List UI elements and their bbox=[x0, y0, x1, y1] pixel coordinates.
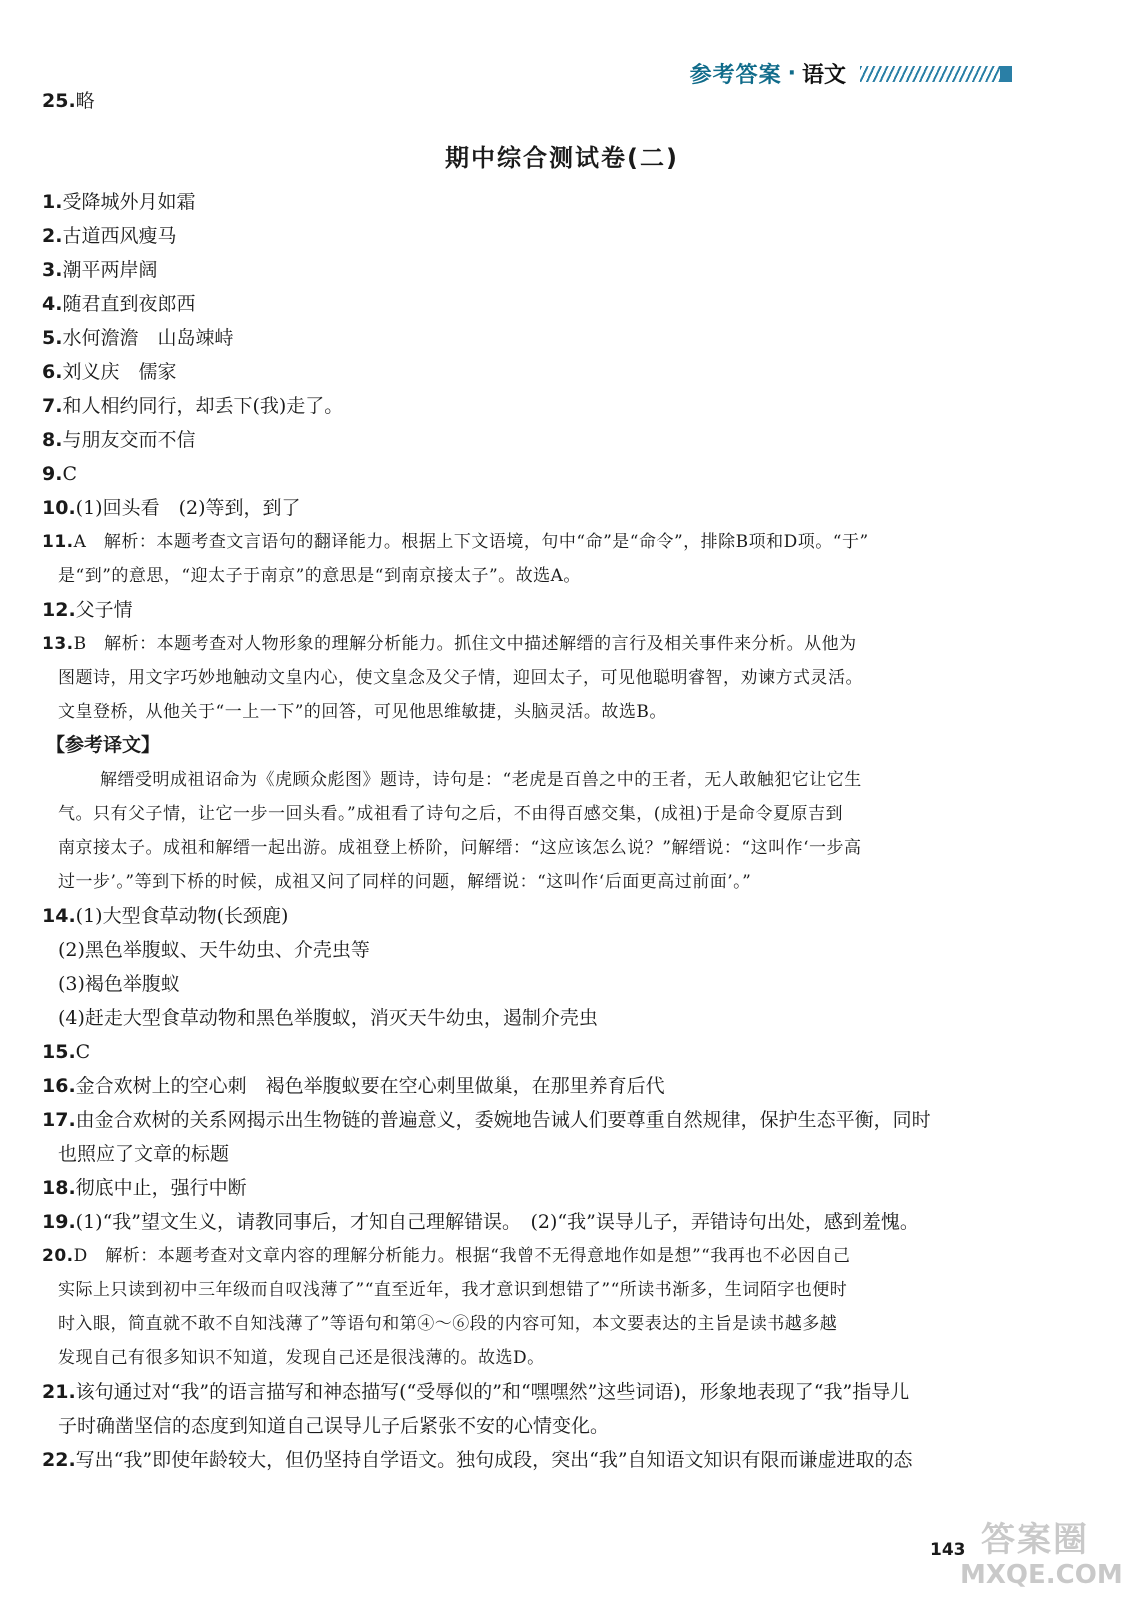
item-number: 14. bbox=[42, 905, 76, 927]
answer-item bbox=[42, 185, 1042, 219]
answer-item bbox=[42, 219, 1042, 253]
item-text: 潮平两岸阔 bbox=[62, 259, 158, 281]
item-text: (1)大型食草动物(长颈鹿) bbox=[75, 905, 289, 927]
translation-line bbox=[100, 763, 1100, 797]
answer-item bbox=[42, 627, 1042, 661]
answer-item bbox=[42, 1069, 1042, 1103]
item-text: 写出“我”即使年龄较大，但仍坚持自学语文。独句成段，突出“我”自知语文知识有限而谦虚进取的态 bbox=[75, 1449, 913, 1471]
item-text: 气。只有父子情，让它一步一回头看。”成祖看了诗句之后，不由得百感交集，(成祖)于是命令夏原吉到 bbox=[58, 804, 843, 824]
item-number: 4. bbox=[42, 293, 63, 315]
watermark-logo bbox=[960, 1520, 1123, 1595]
header-subject: 语文 bbox=[801, 63, 846, 88]
watermark-text: 答案圈 bbox=[981, 1520, 1089, 1560]
item-number: 20. bbox=[42, 1246, 74, 1266]
item-text: 刘义庆 儒家 bbox=[62, 361, 177, 383]
item-number: 2. bbox=[42, 225, 63, 247]
item-number: 13. bbox=[42, 634, 74, 654]
answer-continuation bbox=[58, 695, 1058, 729]
answer-subitem bbox=[58, 967, 1058, 1001]
item-text: 是“到”的意思，“迎太子于南京”的意思是“到南京接太子”。故选A。 bbox=[58, 566, 581, 586]
item-number: 25. bbox=[42, 90, 76, 112]
item-number: 16. bbox=[42, 1075, 76, 1097]
item-text: (1)回头看 (2)等到，到了 bbox=[75, 497, 301, 519]
header-label: 参考答案 bbox=[689, 63, 782, 88]
item-text: 也照应了文章的标题 bbox=[58, 1143, 230, 1165]
item-number: 18. bbox=[42, 1177, 76, 1199]
header-decoration-bar bbox=[860, 66, 1012, 82]
item-number: 21. bbox=[42, 1381, 76, 1403]
answer-item bbox=[42, 253, 1042, 287]
item-number: 5. bbox=[42, 327, 63, 349]
answer-item bbox=[42, 355, 1042, 389]
answer-item bbox=[42, 491, 1042, 525]
answer-continuation bbox=[58, 1307, 1058, 1341]
answer-continuation bbox=[58, 1273, 1058, 1307]
answer-item bbox=[42, 1103, 1042, 1137]
item-number: 6. bbox=[42, 361, 63, 383]
translation-line bbox=[58, 831, 1058, 865]
answer-item bbox=[42, 1035, 1042, 1069]
item-number: 19. bbox=[42, 1211, 76, 1233]
answer-item bbox=[42, 389, 1042, 423]
answer-item bbox=[42, 593, 1042, 627]
item-text: (4)赶走大型食草动物和黑色举腹蚁，消灭天牛幼虫，遏制介壳虫 bbox=[58, 1007, 598, 1029]
item-number: 7. bbox=[42, 395, 63, 417]
item-number: 1. bbox=[42, 191, 63, 213]
item-text: 水何澹澹 山岛竦峙 bbox=[62, 327, 234, 349]
answer-continuation bbox=[58, 1137, 1058, 1171]
answer-item bbox=[42, 525, 1042, 559]
page-title: 期中综合测试卷(二) bbox=[445, 144, 679, 172]
item-text: 由金合欢树的关系网揭示出生物链的普遍意义，委婉地告诫人们要尊重自然规律，保护生态平衡，同时 bbox=[75, 1109, 931, 1131]
answer-item bbox=[42, 1239, 1042, 1273]
item-text: 受降城外月如霜 bbox=[62, 191, 196, 213]
item-text: A 解析：本题考查文言语句的翻译能力。根据上下文语境，句中“命”是“命令”，排除B项和D项。“于” bbox=[73, 532, 869, 552]
answer-item bbox=[42, 1375, 1042, 1409]
item-number: 10. bbox=[42, 497, 76, 519]
reference-translation-heading: 【参考译文】 bbox=[46, 734, 161, 756]
item-text: 该句通过对“我”的语言描写和神态描写(“受辱似的”和“嘿嘿然”这些词语)，形象地表现了“我”指导儿 bbox=[75, 1381, 910, 1403]
item-number: 11. bbox=[42, 532, 74, 552]
answer-continuation bbox=[58, 1341, 1058, 1375]
item-text: 和人相约同行，却丢下(我)走了。 bbox=[62, 395, 344, 417]
item-text: 实际上只读到初中三年级而自叹浅薄了”“直至近年，我才意识到想错了”“所读书渐多，生词陌字也便时 bbox=[58, 1280, 848, 1300]
item-number: 12. bbox=[42, 599, 76, 621]
page-number: 143 bbox=[930, 1540, 966, 1560]
item-number: 22. bbox=[42, 1449, 76, 1471]
answer-item bbox=[42, 1443, 1042, 1477]
answer-item bbox=[42, 899, 1042, 933]
item-number: 3. bbox=[42, 259, 63, 281]
answer-item bbox=[42, 457, 1042, 491]
item-text: C bbox=[75, 1041, 91, 1063]
answer-item bbox=[42, 423, 1042, 457]
item-text: 子时确凿坚信的态度到知道自己误导儿子后紧张不安的心情变化。 bbox=[58, 1415, 610, 1437]
answer-continuation bbox=[58, 661, 1058, 695]
translation-line bbox=[58, 865, 1058, 899]
answer-item bbox=[42, 287, 1042, 321]
item-text: D 解析：本题考查对文章内容的理解分析能力。根据“我曾不无得意地作如是想”“我再也不必因自己 bbox=[73, 1246, 851, 1266]
answer-item bbox=[42, 1205, 1042, 1239]
answer-continuation bbox=[58, 559, 1058, 593]
answer-item bbox=[42, 321, 1042, 355]
item-number: 17. bbox=[42, 1109, 76, 1131]
answer-subitem bbox=[58, 933, 1058, 967]
item-text: 发现自己有很多知识不知道，发现自己还是很浅薄的。故选D。 bbox=[58, 1348, 545, 1368]
item-text: 父子情 bbox=[75, 599, 133, 621]
answer-item bbox=[42, 1171, 1042, 1205]
item-text: 古道西风瘦马 bbox=[62, 225, 177, 247]
translation-line bbox=[58, 797, 1058, 831]
item-text: (2)黑色举腹蚁、天牛幼虫、介壳虫等 bbox=[58, 939, 370, 961]
item-text: 金合欢树上的空心刺 褐色举腹蚁要在空心刺里做巢，在那里养育后代 bbox=[75, 1075, 665, 1097]
item-text: (1)“我”望文生义，请教同事后，才知自己理解错误。 (2)“我”误导儿子，弄错诗句出处，感到羞愧。 bbox=[75, 1211, 919, 1233]
item-number: 9. bbox=[42, 463, 63, 485]
item-text: 文皇登桥，从他关于“一上一下”的回答，可见他思维敏捷，头脑灵活。故选B。 bbox=[58, 702, 667, 722]
item-text: 图题诗，用文字巧妙地触动文皇内心，使文皇念及父子情，迎回太子，可见他聪明睿智，劝谏方式灵活。 bbox=[58, 668, 863, 688]
item-text: C bbox=[62, 463, 77, 485]
watermark-url: MXQE.COM bbox=[960, 1560, 1123, 1590]
item-number: 15. bbox=[42, 1041, 76, 1063]
item-text: (3)褐色举腹蚁 bbox=[58, 973, 180, 995]
item-text: 过一步’。”等到下桥的时候，成祖又问了同样的问题，解缙说：“这叫作‘后面更高过前面’。” bbox=[58, 872, 752, 892]
item-text: B 解析：本题考查对人物形象的理解分析能力。抓住文中描述解缙的言行及相关事件来分析。从他为 bbox=[73, 634, 857, 654]
answer-item bbox=[42, 84, 1042, 118]
item-text: 略 bbox=[75, 90, 95, 112]
answer-subitem bbox=[58, 1001, 1058, 1035]
item-text: 随君直到夜郎西 bbox=[62, 293, 196, 315]
item-text: 彻底中止，强行中断 bbox=[75, 1177, 247, 1199]
item-text: 时入眼，简直就不敢不自知浅薄了”等语句和第④～⑥段的内容可知，本文要表达的主旨是读书越多越 bbox=[58, 1314, 838, 1334]
item-text: 南京接太子。成祖和解缙一起出游。成祖登上桥阶，问解缙：“这应该怎么说？”解缙说：“这叫作‘一步高 bbox=[58, 838, 862, 858]
item-text: 与朋友交而不信 bbox=[62, 429, 196, 451]
item-number: 8. bbox=[42, 429, 63, 451]
answer-continuation bbox=[58, 1409, 1058, 1443]
item-text: 解缙受明成祖诏命为《虎顾众彪图》题诗，诗句是：“老虎是百兽之中的王者，无人敢触犯它让它生 bbox=[100, 770, 862, 790]
header-dot: · bbox=[787, 61, 796, 86]
